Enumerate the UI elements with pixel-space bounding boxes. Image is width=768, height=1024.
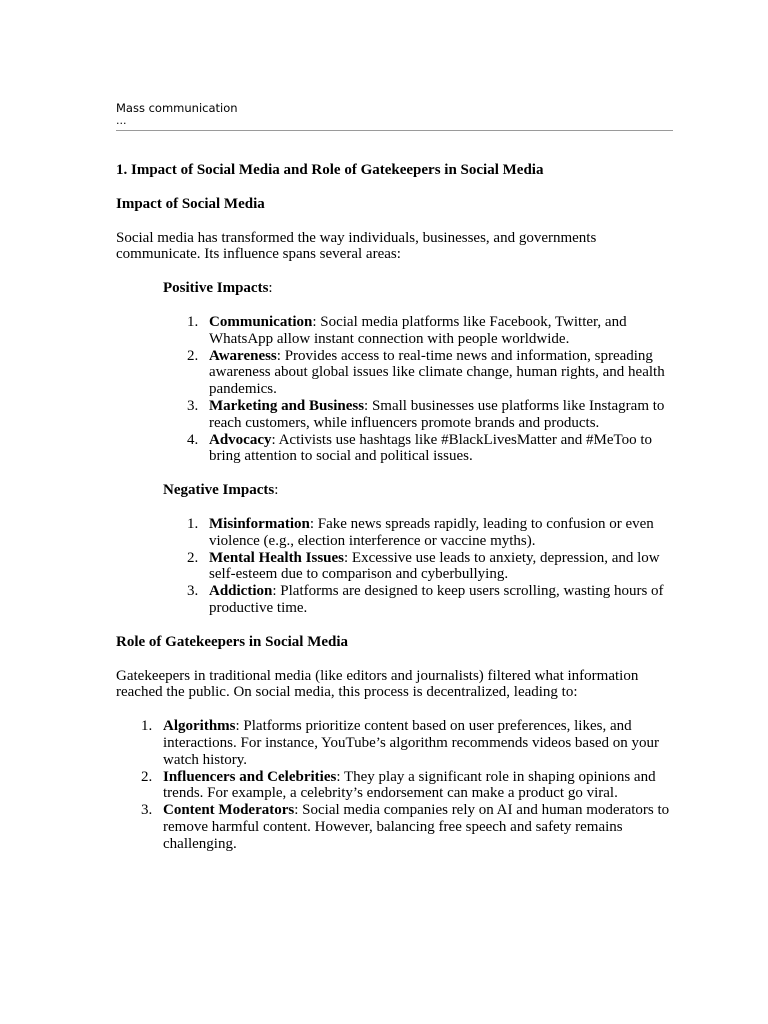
list-item-number: 2. bbox=[141, 768, 153, 785]
list-item bbox=[116, 802, 673, 852]
list-item-text: : Provides access to real-time news and information, spreading awareness about global issues like climate change, human rights, and health pandemics. bbox=[209, 347, 665, 398]
list-item-term: Content Moderators bbox=[163, 802, 295, 819]
list-item-term: Advocacy bbox=[209, 431, 272, 448]
list-item-text: : Social media companies rely on AI and human moderators to remove harmful content. However, balancing free speech and safety remains challenging. bbox=[163, 802, 670, 852]
list-item-text: : Fake news spreads rapidly, leading to confusion or even violence (e.g., election interference or vaccine myths). bbox=[209, 515, 654, 549]
section-heading-impact: Impact of Social Media bbox=[116, 195, 265, 212]
list-item-number: 1. bbox=[187, 313, 199, 330]
list-item-term: Misinformation bbox=[209, 515, 310, 532]
list-item bbox=[116, 550, 673, 584]
list-item bbox=[116, 348, 673, 398]
list-item-number: 3. bbox=[187, 397, 199, 414]
list-item-text: : Platforms are designed to keep users scrolling, wasting hours of productive time. bbox=[209, 583, 664, 616]
document-page bbox=[116, 100, 673, 853]
list-item-term: Influencers and Celebrities bbox=[163, 768, 337, 785]
page-header-title: Mass communication bbox=[116, 101, 238, 115]
header-divider bbox=[116, 130, 673, 131]
list-item bbox=[116, 432, 673, 466]
list-item-term: Marketing and Business bbox=[209, 397, 365, 414]
list-item-text: : Excessive use leads to anxiety, depression, and low self-esteem due to comparison and cyberbullying. bbox=[209, 549, 660, 583]
document-body bbox=[116, 162, 673, 853]
list-item bbox=[116, 398, 673, 432]
list-item-term: Mental Health Issues bbox=[209, 549, 344, 566]
positive-impacts-colon: : bbox=[268, 280, 273, 297]
document-title: 1. Impact of Social Media and Role of Gatekeepers in Social Media bbox=[116, 162, 544, 178]
negative-impacts-colon: : bbox=[274, 482, 279, 499]
list-item-number: 2. bbox=[187, 549, 199, 566]
negative-impacts-label: Negative Impacts bbox=[163, 482, 275, 499]
section-heading-gatekeepers: Role of Gatekeepers in Social Media bbox=[116, 633, 349, 650]
list-item-text: : They play a significant role in shaping opinions and trends. For example, a celebrity’s endorsement can make a product go viral. bbox=[163, 768, 656, 802]
negative-impacts-list bbox=[116, 516, 673, 617]
list-item-text: : Platforms prioritize content based on user preferences, likes, and interactions. For instance, YouTube’s algorithm recommends videos based on your watch history. bbox=[163, 718, 660, 768]
list-item bbox=[116, 718, 673, 768]
list-item-text: : Social media platforms like Facebook, Twitter, and WhatsApp allow instant connection with people worldwide. bbox=[209, 313, 627, 347]
list-item bbox=[116, 516, 673, 550]
list-item bbox=[116, 314, 673, 348]
gatekeepers-intro-paragraph: Gatekeepers in traditional media (like editors and journalists) filtered what information reached the public. On social media, this process is decentralized, leading to: bbox=[116, 667, 639, 701]
list-item-number: 2. bbox=[187, 347, 199, 364]
page-header-dots: ... bbox=[116, 114, 127, 127]
positive-impacts-list bbox=[116, 314, 673, 465]
list-item-text: : Small businesses use platforms like Instagram to reach customers, while influencers promote brands and products. bbox=[209, 397, 665, 431]
negative-impacts-heading bbox=[163, 482, 673, 499]
list-item-number: 3. bbox=[187, 583, 199, 600]
list-item-number: 1. bbox=[187, 515, 199, 532]
impact-intro-paragraph: Social media has transformed the way individuals, businesses, and governments communicate. Its influence spans several areas: bbox=[116, 229, 597, 263]
list-item-number: 4. bbox=[187, 431, 199, 448]
list-item-number: 3. bbox=[141, 802, 153, 819]
list-item-term: Algorithms bbox=[163, 718, 236, 735]
list-item bbox=[116, 583, 673, 617]
positive-impacts-label: Positive Impacts bbox=[163, 280, 269, 297]
list-item-text: : Activists use hashtags like #BlackLivesMatter and #MeToo to bring attention to social and political issues. bbox=[209, 431, 653, 465]
list-item bbox=[116, 769, 673, 803]
list-item-term: Awareness bbox=[209, 347, 277, 364]
list-item-term: Addiction bbox=[209, 583, 273, 600]
list-item-term: Communication bbox=[209, 313, 313, 330]
list-item-number: 1. bbox=[141, 718, 153, 735]
positive-impacts-heading bbox=[163, 280, 673, 297]
gatekeepers-list bbox=[116, 718, 673, 852]
